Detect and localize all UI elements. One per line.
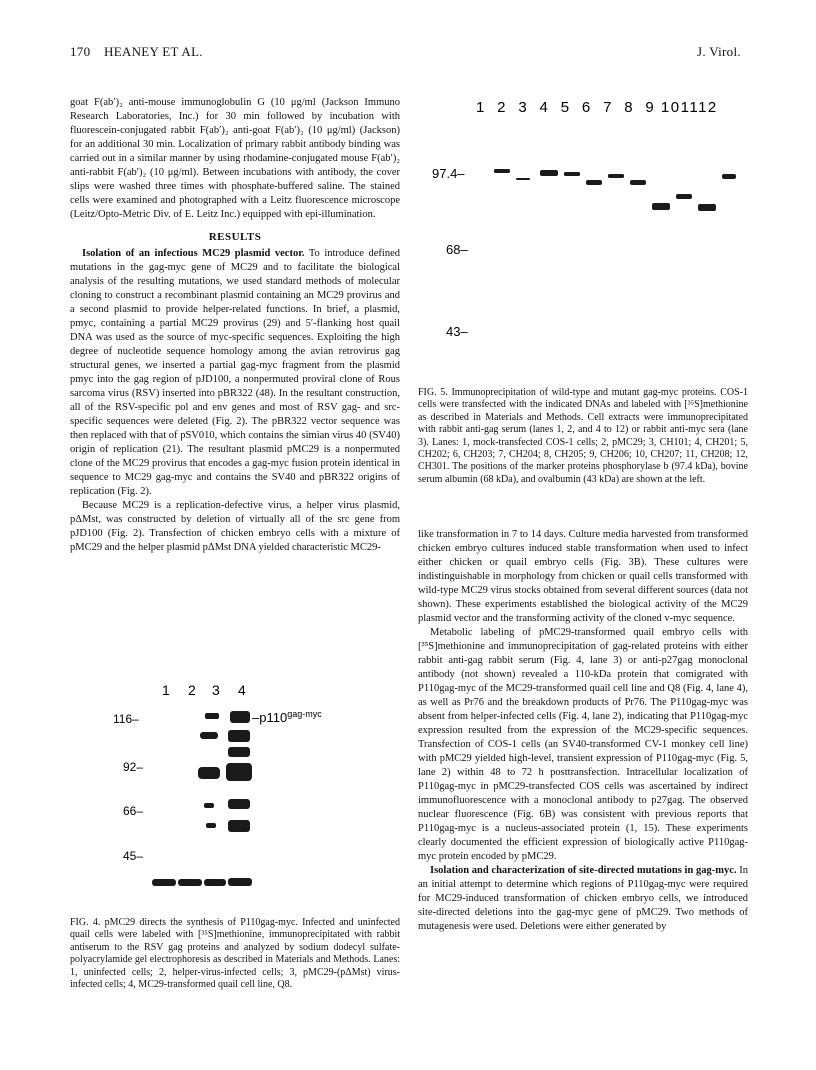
results-heading: RESULTS (208, 231, 262, 243)
journal-name: J. Virol. (697, 44, 741, 59)
fig4-lane-label: 2 (188, 682, 196, 698)
fig4-band (228, 730, 250, 742)
fig5-band (630, 180, 646, 185)
fig4-marker-66: 66– (123, 804, 144, 818)
fig5-band (676, 194, 692, 199)
results-paragraph-1-text: To introduce defined mutations in the gag-myc gene of MC29 and to facilitate the biological analysis of the resulting mutations, we used standard methods of molecular cloning to construct a recombinant plasmid containing an MC29 provirus and a second plasmid to provide helper-related functions. In brief, a plasmid, pmyc, containing a partial MC29 provirus (29) and 5′-flanking host quail DNA was used as the source of myc-specific sequences. Exploiting the high degree of nucleotide sequence homology among the avian retrovirus gag structural genes, we inserted a partial gag-myc fragment from the plasmid pmyc into the gag region of pJD100, a nonpermuted proviral clone of Rous sarcoma virus (RSV) inserted into pBR322 (48). In the resultant construction, all of the RSV-specific pol and env genes and most of RSV gag- and src-specific sequences were deleted (Fig. 2). The pBR322 vector sequence was then replaced with that of pSV010, which contains the simian virus 40 (SV40) origin of replication (21). The resultant plasmid pMC29 is a nonpermuted clone of the MC29 provirus that encodes a gag-myc fusion protein identical in sequence to MC29 gag-myc and contains the SV40 and pBR322 origins of replication (Fig. 2). (70, 248, 400, 497)
fig4-band (198, 767, 220, 779)
fig5-band (586, 180, 602, 185)
fig5-band (494, 169, 510, 173)
fig5-markers (432, 166, 468, 339)
fig5-band (540, 170, 558, 176)
fig4-band (178, 879, 202, 886)
fig4-lane-labels (162, 682, 246, 698)
fig4-band (205, 713, 219, 719)
fig5-marker-97: 97.4– (432, 166, 465, 181)
fig5-band (564, 172, 580, 176)
fig5-marker-68: 68– (446, 242, 468, 257)
fig4-band (228, 820, 250, 832)
fig5-band (652, 203, 670, 210)
fig5-marker-43: 43– (446, 324, 468, 339)
right-paragraph-2: Metabolic labeling of pMC29-transformed quail embryo cells with [³⁵S]methionine and immunoprecipitation of gag-related proteins with either rabbit anti-gag rabbit serum (Fig. 4, lane 3) or anti-p27gag monoclonal antibody (not shown) revealed a 110-kDa protein that comigrated with P110gag-myc of the MC29-transformed quail cell line and Q8 (Fig. 4, lane 4), as well as Pr76 and the breakdown products of Pr76. The P110gag-myc was absent from helper-infected cells (Fig. 4, lane 2), indicating that P110gag-myc expression resulted from the expression of the MC29-specific sequences. Transfection of COS-1 cells (an SV40-transformed CV-1 monkey cell line) with pMC29 yielded high-level, transient expression of P110gag-myc (Fig. 5, lane 2) within 48 to 72 h posttransfection. Intracellular localization of P110gag-myc in pMC29-transfected COS cells was ascertained by indirect immunofluorescence with a monoclonal antibody to p27gag. The observed nuclear fluorescence (Fig. 6B) was consistent with previous reports that P110gag-myc is a nucleus-associated protein (1, 15). These experiments clearly documented the efficient expression of biologically active P110gag-myc protein encoded by pMC29. (418, 627, 748, 862)
fig4-marker-92: 92– (123, 760, 144, 774)
results-paragraph-1 (70, 247, 400, 499)
fig4-marker-116: 116– (113, 712, 139, 726)
fig4-band (200, 732, 218, 739)
fig4-band (204, 803, 214, 808)
fig4-band (152, 879, 176, 886)
section-title-plasmid-vector: Isolation of an infectious MC29 plasmid vector. (82, 248, 305, 259)
results-paragraph-2: Because MC29 is a replication-defective virus, a helper virus plasmid, pΔMst, was constructed by deletion of virtually all of the src gene from pJD100 (Fig. 2). Transfection of chicken embryo cells with a mixture of pMC29 and the helper plasmid pΔMst DNA yielded characteristic MC29- (70, 500, 400, 553)
fig5-lane-labels: 1 2 3 4 5 6 7 8 9 101112 (476, 99, 718, 116)
fig4-band (204, 879, 226, 886)
fig4-marker-45: 45– (123, 849, 144, 863)
fig4-lane-label: 3 (212, 682, 220, 698)
fig4-band (228, 747, 250, 757)
fig4-lane-label: 4 (238, 682, 246, 698)
section-title-site-directed: Isolation and characterization of site-directed mutations in gag-myc. (430, 865, 737, 876)
right-column (418, 528, 748, 934)
fig4-bands (152, 711, 252, 886)
fig4-band-label: $-p110^{gag-myc}$ (252, 709, 322, 725)
methods-paragraph: goat F(ab′)₂ anti-mouse immunoglobulin G (10 μg/ml (Jackson Immuno Research Laboratories, Inc.) for 30 min followed by incubation with fluorescein-conjugated rabbit F(ab′)₂ anti-goat F(ab′)₂ (10 μg/ml) (Jackson) for an additional 30 min. Localization of primary rabbit antibody binding was carried out in a similar manner by using rhodamine-conjugated mouse F(ab′)₂ anti-rabbit F(ab′)₂ (10 μg/ml). Between incubations with antibody, the cover slips were washed three times with phosphate-buffered saline. The stained cells were examined and photographed with a Leitz fluorescence microscope (Leitz/Opto-Metric Div. of E. Leitz Inc.) equipped with epi-illumination. (70, 97, 400, 220)
page-number: 170 (70, 44, 91, 59)
fig5-band (722, 174, 736, 179)
right-paragraph-3-text: In an initial attempt to determine which regions of P110gag-myc were required for MC29-induced transformation of chicken embryo cells, we introduced site-directed deletions into the gag-myc gene of pMC29. Two methods of mutagenesis were used. Deletions were either generated by (418, 865, 748, 932)
fig5-band (516, 178, 530, 180)
figure-4-gel (70, 675, 400, 915)
figure-4-caption: FIG. 4. pMC29 directs the synthesis of P110gag-myc. Infected and uninfected quail cells were labeled with [³⁵S]methionine, immunoprecipitated with rabbit antiserum to the RSV gag proteins and analyzed by sodium dodecyl sulfate-polyacrylamide gel electrophoresis as described in Materials and Methods. Lanes: 1, uninfected cells; 2, helper-virus-infected cells; 3, pMC29-(pΔMst) virus-infected cells; 4, MC29-transformed quail cell line, Q8. (70, 917, 400, 991)
fig4-band (226, 763, 252, 781)
running-authors: HEANEY ET AL. (104, 44, 203, 59)
fig4-band (206, 823, 216, 828)
left-column (70, 96, 400, 555)
fig5-band (698, 204, 716, 211)
fig4-band (228, 799, 250, 809)
fig5-bands (494, 169, 736, 211)
fig4-markers (113, 712, 143, 863)
right-paragraph-1: like transformation in 7 to 14 days. Culture media harvested from transformed chicken embryo cultures induced stable transformation when used to infect either chicken or quail embryo cells (Fig. 3B). These cultures were indistinguishable in morphology from chicken or quail cells transformed with wild-type MC29 virus stocks obtained from several different sources (data not shown). These experiments established the biological activity of the MC29 plasmid vector and the transforming activity of the cloned v-myc sequence. (418, 529, 748, 624)
fig4-band (230, 711, 250, 723)
fig4-lane-label: 1 (162, 682, 170, 698)
figure-5-caption: FIG. 5. Immunoprecipitation of wild-type and mutant gag-myc proteins. COS-1 cells were transfected with the indicated DNAs and labeled with [³⁵S]methionine as described in Materials and Methods. Cell extracts were immunoprecipitated with rabbit anti-gag serum (lanes 1, 2, and 4 to 12) or rabbit anti-myc sera (lane 3). Lanes: 1, mock-transfected COS-1 cells; 2, pMC29; 3, CH101; 4, CH201; 5, CH202; 6, CH203; 7, CH204; 8, CH205; 9, CH206; 10, CH207; 11, CH208; 12, CH301. The positions of the marker proteins phosphorylase b (97.4 kDa), bovine serum albumin (68 kDa), and ovalbumin (43 kDa) are shown at the left. (418, 387, 748, 485)
fig4-band (228, 878, 252, 886)
figure-5-gel (418, 94, 748, 354)
fig5-band (608, 174, 624, 178)
right-paragraph-3 (418, 864, 748, 934)
